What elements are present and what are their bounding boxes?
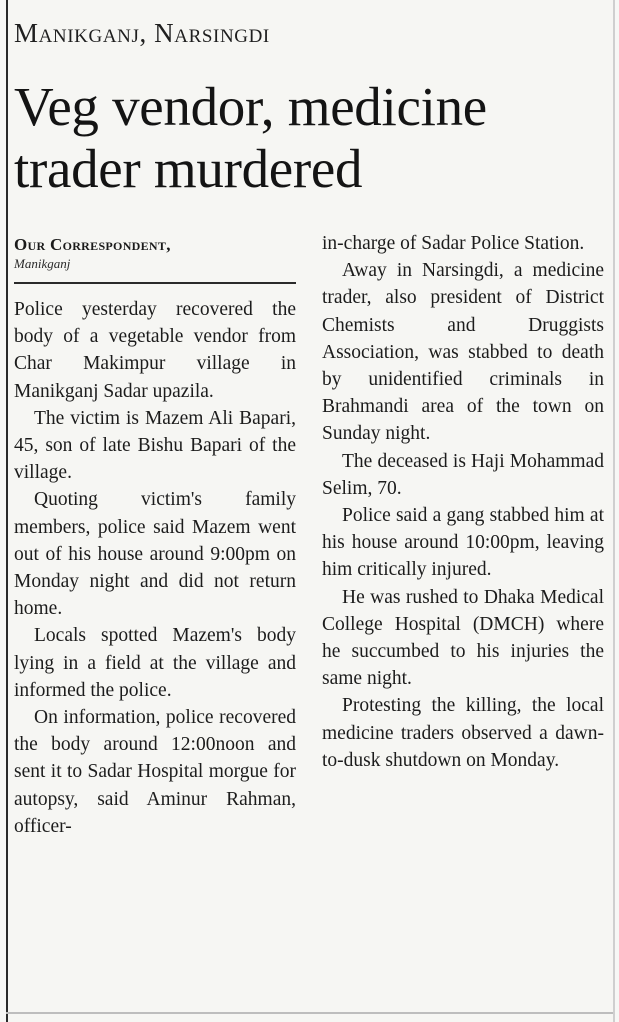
paragraph: Away in Narsingdi, a medicine trader, also president of District Chemists and Druggists Association, was stabbed to death by unidentified criminals in Brahmandi area of the town on Sunday night.	[322, 260, 604, 445]
article-column-left	[14, 296, 296, 840]
paragraph: Police said a gang stabbed him at his house around 10:00pm, leaving him critically injured.	[322, 505, 604, 581]
paragraph: The deceased is Haji Mohammad Selim, 70.	[322, 450, 604, 499]
paragraph: He was rushed to Dhaka Medical College Hospital (DMCH) where he succumbed to his injuries the same night.	[322, 586, 604, 690]
article-column-right	[322, 230, 604, 774]
section-kicker: Manikganj, Narsingdi	[14, 18, 270, 48]
byline-author: Our Correspondent,	[14, 235, 171, 254]
paragraph: The victim is Mazem Ali Bapari, 45, son of late Bishu Bapari of the village.	[14, 407, 296, 484]
paragraph: Locals spotted Mazem's body lying in a field at the village and informed the police.	[14, 625, 296, 701]
paragraph: Quoting victim's family members, police said Mazem went out of his house around 9:00pm on Monday night and did not return home.	[14, 489, 296, 620]
byline	[14, 235, 296, 284]
byline-location: Manikganj	[14, 256, 71, 271]
paragraph: Police yesterday recovered the body of a vegetable vendor from Char Makimpur village in Manikganj Sadar upazila.	[14, 299, 296, 402]
headline: Veg vendor, medicine trader murdered	[14, 76, 487, 199]
paragraph: Protesting the killing, the local medicine traders observed a dawn-to-dusk shutdown on Monday.	[322, 695, 604, 771]
paragraph: in-charge of Sadar Police Station.	[322, 233, 585, 254]
bottom-rule	[6, 1012, 613, 1014]
paragraph: On information, police recovered the body around 12:00noon and sent it to Sadar Hospital morgue for autopsy, said Aminur Rahman, officer-	[14, 707, 296, 837]
